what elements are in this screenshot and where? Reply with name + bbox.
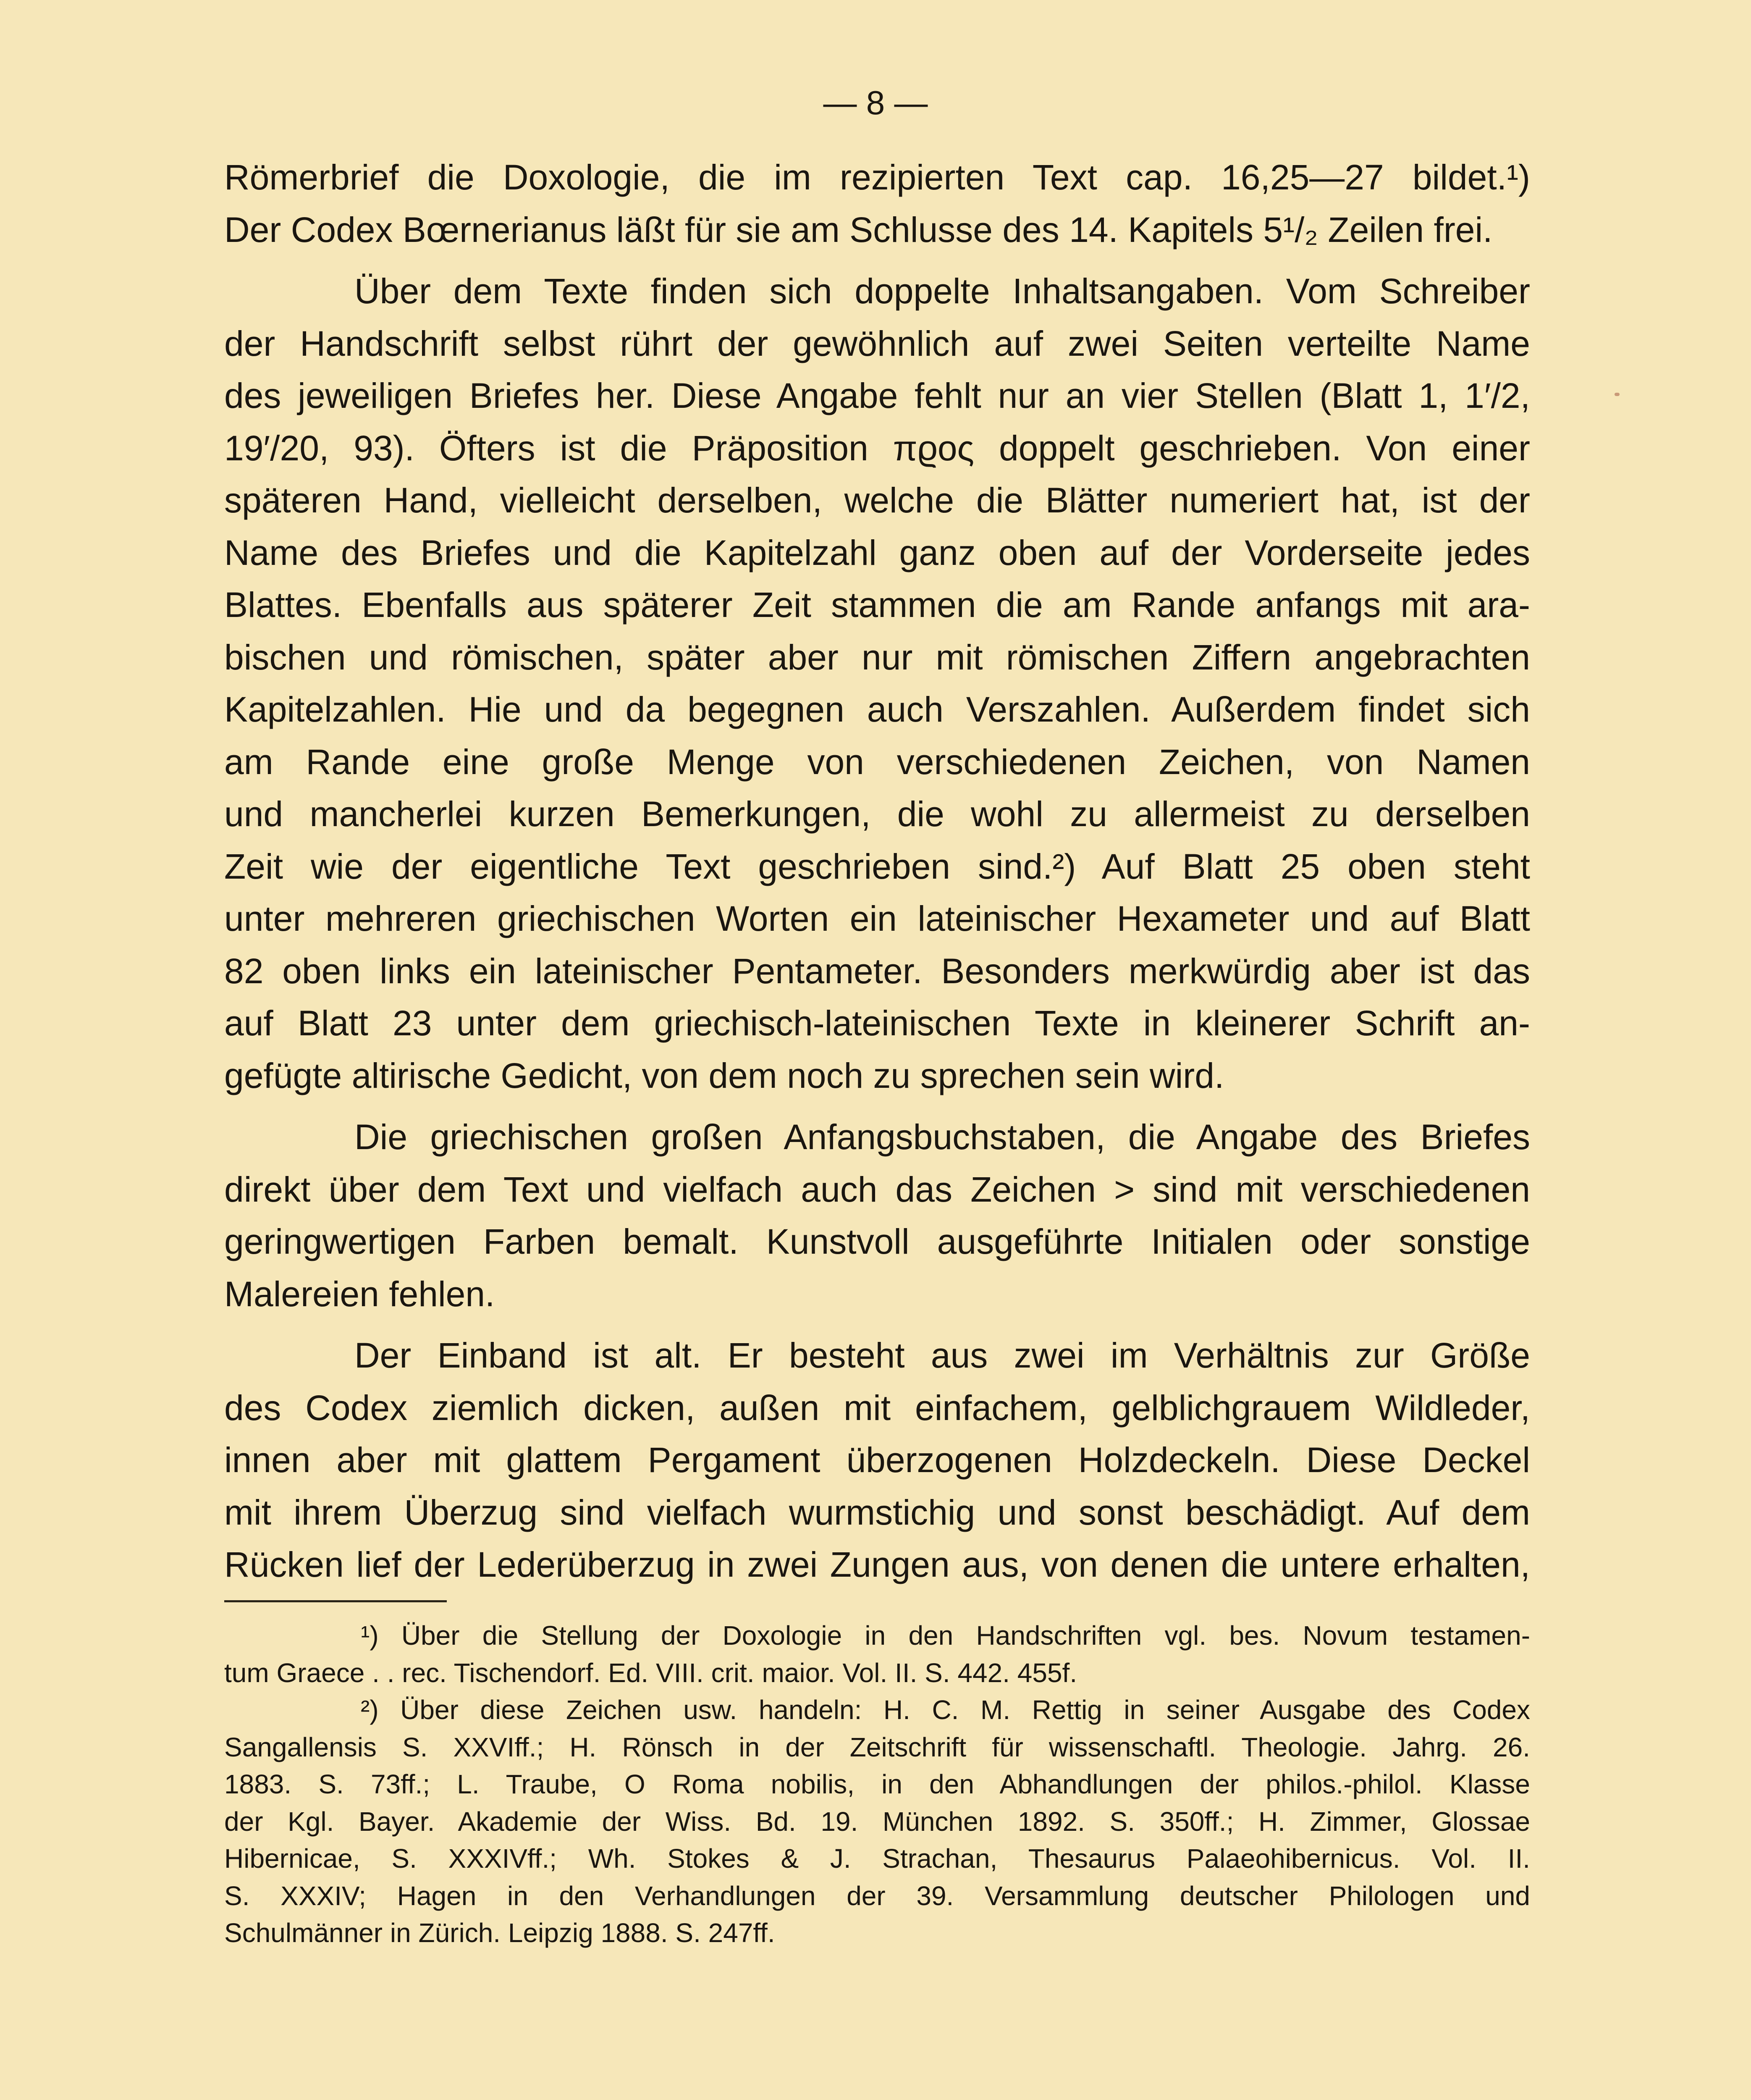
text-line: unter mehreren griechischen Worten ein lateinischer Hexameter und auf Blatt xyxy=(224,899,1530,938)
text-line: am Rande eine große Menge von verschiedenen Zeichen, von Namen xyxy=(224,742,1530,782)
main-text xyxy=(224,151,1530,1591)
text-line: Blattes. Ebenfalls aus späterer Zeit stammen die am Rande anfangs mit ara- xyxy=(224,585,1530,625)
text-line: 82 oben links ein lateinischer Pentameter. Besonders merkwürdig aber ist das xyxy=(224,951,1530,991)
footnote-line: Schulmänner in Zürich. Leipzig 1888. S. 247ff. xyxy=(224,1918,775,1948)
footnote-line: ²) Über diese Zeichen usw. handeln: H. C. M. Rettig in seiner Ausgabe des Codex xyxy=(361,1695,1530,1725)
text-line: des jeweiligen Briefes her. Diese Angabe fehlt nur an vier Stellen (Blatt 1, 1′/2, xyxy=(224,376,1530,415)
text-line: des Codex ziemlich dicken, außen mit einfachem, gelblichgrauem Wildleder, xyxy=(224,1388,1530,1428)
text-line: Der Einband ist alt. Er besteht aus zwei im Verhältnis zur Größe xyxy=(354,1336,1530,1375)
text-line: und mancherlei kurzen Bemerkungen, die wohl zu allermeist zu derselben xyxy=(224,794,1530,834)
paper-speck xyxy=(1615,393,1620,396)
footnote-separator xyxy=(224,1600,447,1602)
footnotes xyxy=(224,1617,1530,1952)
text-line: auf Blatt 23 unter dem griechisch-lateinischen Texte in kleinerer Schrift an- xyxy=(224,1003,1530,1043)
text-line: geringwertigen Farben bemalt. Kunstvoll ausgeführte Initialen oder sonstige xyxy=(224,1222,1530,1261)
footnote-line: Sangallensis S. XXVIff.; H. Rönsch in der Zeitschrift für wissenschaftl. Theologie. Jahrg. 26. xyxy=(224,1732,1530,1762)
text-line: Kapitelzahlen. Hie und da begegnen auch Verszahlen. Außerdem findet sich xyxy=(224,690,1530,729)
footnote-line: tum Graece . . rec. Tischendorf. Ed. VIII. crit. maior. Vol. II. S. 442. 455f. xyxy=(224,1657,1077,1688)
text-line: gefügte altirische Gedicht, von dem noch zu sprechen sein wird. xyxy=(224,1055,1224,1095)
text-line: der Handschrift selbst rührt der gewöhnlich auf zwei Seiten verteilte Name xyxy=(224,323,1530,363)
text-line: späteren Hand, vielleicht derselben, welche die Blätter numeriert hat, ist der xyxy=(224,480,1530,520)
text-line: 19′/20, 93). Öfters ist die Präposition πϱος doppelt geschrieben. Von einer xyxy=(224,428,1530,468)
text-line: Der Codex Bœrnerianus läßt für sie am Schlusse des 14. Kapitels 5¹/₂ Zeilen frei. xyxy=(224,210,1493,249)
text-line: mit ihrem Überzug sind vielfach wurmstichig und sonst beschädigt. Auf dem xyxy=(224,1492,1530,1532)
text-line: bischen und römischen, später aber nur mit römischen Ziffern angebrachten xyxy=(224,637,1530,677)
text-line: Name des Briefes und die Kapitelzahl ganz oben auf der Vorderseite jedes xyxy=(224,533,1530,572)
footnote-line: Hibernicae, S. XXXIVff.; Wh. Stokes & J. Strachan, Thesaurus Palaeohibernicus. Vol. II. xyxy=(224,1843,1530,1874)
text-line: Rücken lief der Lederüberzug in zwei Zungen aus, von denen die untere erhalten, xyxy=(224,1545,1530,1584)
footnote-line: der Kgl. Bayer. Akademie der Wiss. Bd. 19. München 1892. S. 350ff.; H. Zimmer, Glossae xyxy=(224,1806,1530,1837)
text-line: direkt über dem Text und vielfach auch das Zeichen > sind mit verschiedenen xyxy=(224,1169,1530,1209)
text-line: Zeit wie der eigentliche Text geschrieben sind.²) Auf Blatt 25 oben steht xyxy=(224,846,1530,886)
footnote-line: ¹) Über die Stellung der Doxologie in den Handschriften vgl. bes. Novum testamen- xyxy=(361,1620,1530,1651)
text-line: Römerbrief die Doxologie, die im rezipierten Text cap. 16,25—27 bildet.¹) xyxy=(224,158,1530,197)
page-number: — 8 — xyxy=(823,84,928,121)
text-line: Die griechischen großen Anfangsbuchstaben, die Angabe des Briefes xyxy=(354,1117,1530,1157)
footnote-line: 1883. S. 73ff.; L. Traube, O Roma nobilis, in den Abhandlungen der philos.-philol. Klasse xyxy=(224,1769,1530,1799)
text-line: Malereien fehlen. xyxy=(224,1274,495,1314)
footnote-line: S. XXXIV; Hagen in den Verhandlungen der 39. Versammlung deutscher Philologen und xyxy=(224,1880,1530,1911)
text-line: Über dem Texte finden sich doppelte Inhaltsangaben. Vom Schreiber xyxy=(354,271,1530,311)
text-line: innen aber mit glattem Pergament überzogenen Holzdeckeln. Diese Deckel xyxy=(224,1440,1530,1480)
